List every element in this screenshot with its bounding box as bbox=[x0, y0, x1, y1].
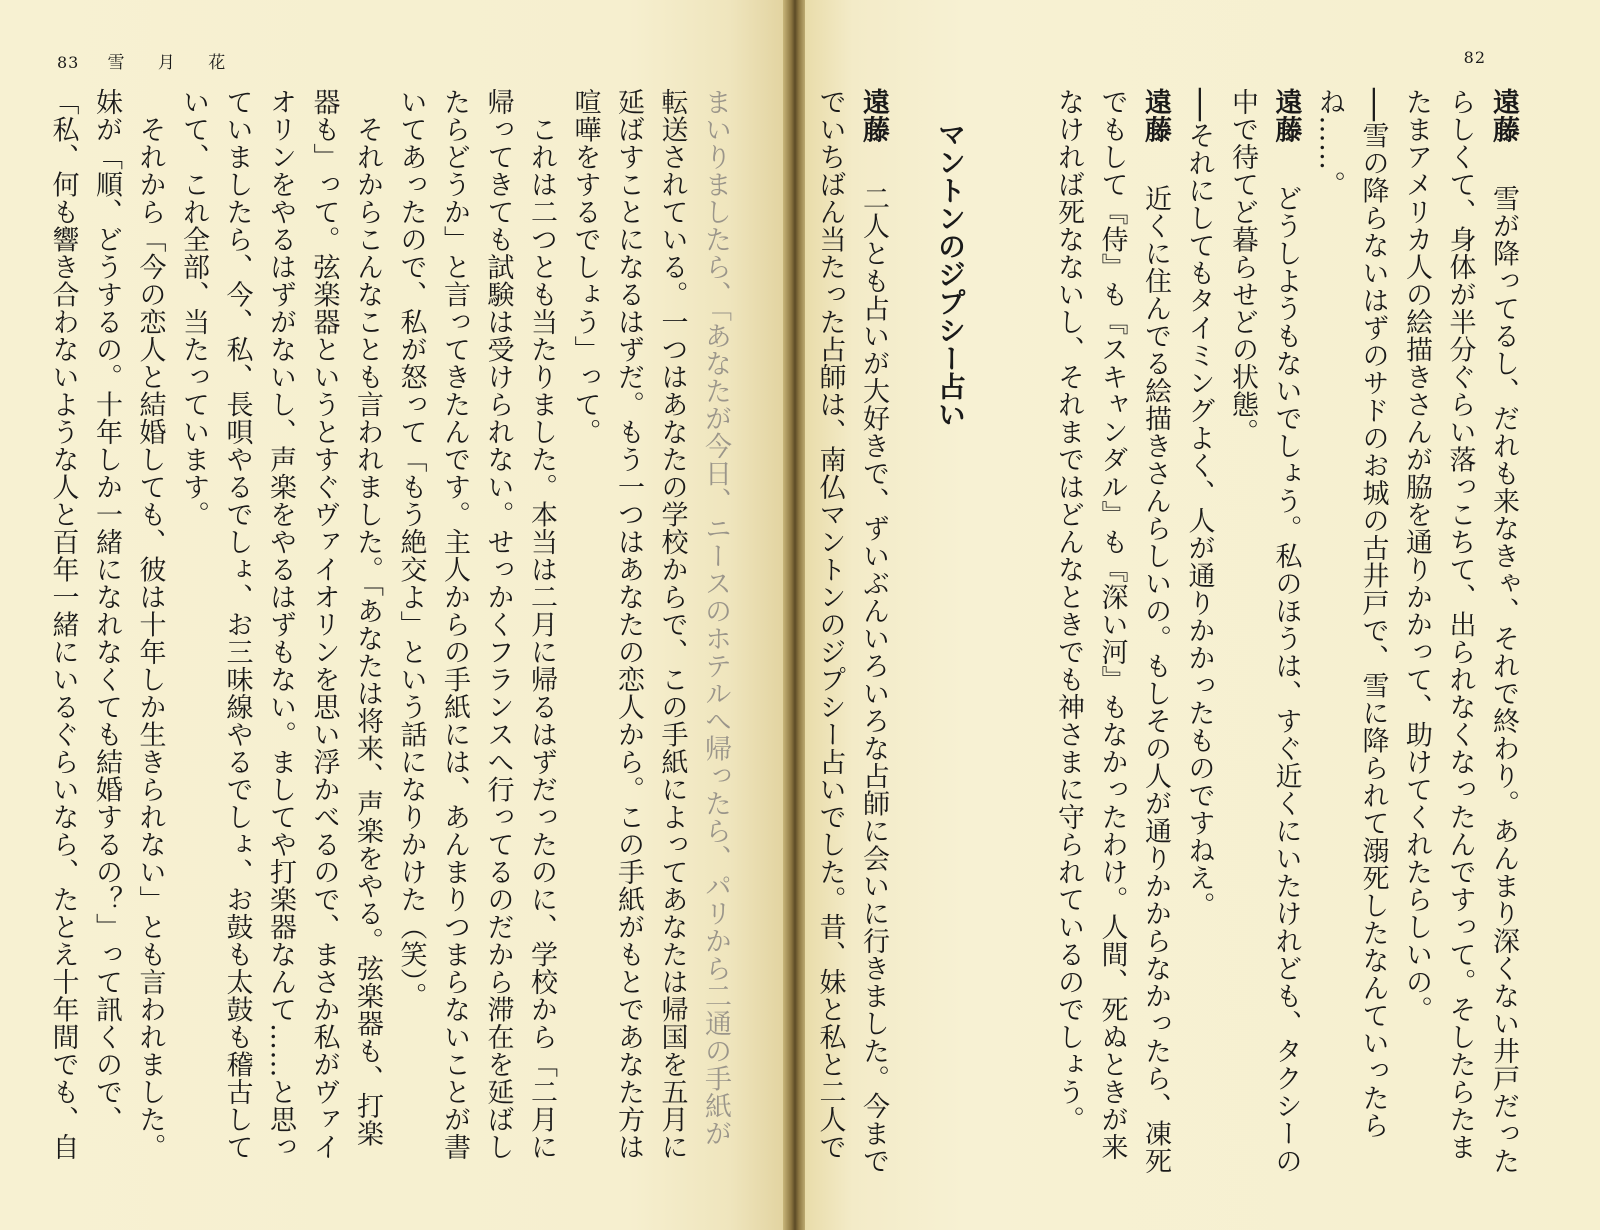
dialogue-line: 遠藤 雪が降ってるし、だれも来なきゃ、それで終わり。あんまり深くない井戸だった bbox=[1488, 88, 1519, 1175]
speaker-label: 遠藤 bbox=[1140, 88, 1171, 143]
text-line: これは二つとも当たりました。本当は二月に帰るはずだったのに、学校から「二月に bbox=[526, 88, 557, 1161]
text-line: いてあったので、私が怒って「もう絶交よ」という話になりかけた（笑）。 bbox=[395, 88, 427, 1010]
running-title: 雪 月 花 bbox=[107, 53, 240, 73]
right-page-body bbox=[1015, 88, 1525, 1175]
text-line: ね……。 bbox=[1314, 88, 1345, 198]
speaker-label: 遠藤 bbox=[858, 88, 889, 143]
text-line: それからこんなことも言われました。「あなたは将来、声楽をやる。弦楽器も、打楽 bbox=[352, 88, 383, 1147]
text-line: ていましたら、今、私、長唄やるでしょ、お三味線やるでしょ、お鼓も太鼓も稽古して bbox=[221, 88, 253, 1161]
text-line: まいりましたら、「あなたが今日、ニースのホテルへ帰ったら、パリから二通の手紙が bbox=[700, 88, 731, 1147]
text-line: たらどうか」と言ってきたんです。主人からの手紙には、あんまりつまらないことが書 bbox=[439, 88, 470, 1161]
text-line: いて、これ全部、当たっています。 bbox=[178, 88, 209, 528]
text-line: らしくて、身体が半分ぐらい落っこちて、出られなくなったんですって。そしたらたま bbox=[1444, 88, 1476, 1161]
left-page-folio bbox=[57, 48, 239, 73]
text-line: 喧嘩をするでしょう」って。 bbox=[569, 88, 601, 446]
text-line: 中で待てど暮らせどの状態。 bbox=[1227, 88, 1258, 446]
dialogue-line: 遠藤 二人とも占いが大好きで、ずいぶんいろいろな占師に会いに行きました。今まで bbox=[858, 88, 889, 1175]
text-line: それから「今の恋人と結婚しても、彼は十年しか生きられない」とも言われました。 bbox=[134, 88, 166, 1161]
text-line: たまアメリカ人の絵描きさんが脇を通りかかって、助けてくれたらしいの。 bbox=[1401, 88, 1432, 1023]
dialogue-line: 遠藤 近くに住んでる絵描きさんらしいの。もしその人が通りかからなかったら、凍死 bbox=[1140, 88, 1171, 1175]
text-line: 妹が「順、どうするの。十年しか一緒になれなくても結婚するの？」って訊くので、 bbox=[91, 88, 122, 1133]
text-line: ──雪の降らないはずのサドのお城の古井戸で、雪に降られて溺死したなんていったら bbox=[1357, 88, 1389, 1140]
text-line: 器も」って。弦楽器というとすぐヴァイオリンを思い浮かべるので、まさか私がヴァイ bbox=[308, 88, 340, 1161]
speaker-label: 遠藤 bbox=[1488, 88, 1519, 143]
right-page-number: 82 bbox=[1463, 48, 1486, 67]
book-gutter bbox=[783, 0, 807, 1230]
dialogue-line: 遠藤 どうしようもないでしょう。私のほうは、すぐ近くにいたけれども、タクシーの bbox=[1270, 88, 1302, 1175]
text-line: 転送されている。一つはあなたの学校からで、この手紙によってあなたは帰国を五月に bbox=[656, 88, 688, 1161]
speaker-label: 遠藤 bbox=[1270, 88, 1302, 143]
text-line: 帰ってきても試験は受けられない。せっかくフランスへ行ってるのだから滞在を延ばし bbox=[482, 88, 514, 1161]
section-heading: マントンのジプシー占い bbox=[934, 120, 967, 428]
text-line: でいちばん当たった占師は、南仏マントンのジプシー占いでした。昔、妹と私と二人で bbox=[814, 88, 846, 1161]
left-page-number: 83 bbox=[57, 53, 80, 72]
text-line: オリンをやるはずがないし、声楽をやるはずもない。ましてや打楽器なんて……と思っ bbox=[265, 88, 296, 1161]
text-line: 延ばすことになるはずだ。もう一つはあなたの恋人から。この手紙がもとであなた方は bbox=[613, 88, 644, 1161]
text-line: ──それにしてもタイミングよく、人が通りかかったものですねえ。 bbox=[1183, 88, 1215, 920]
right-page-body-after bbox=[814, 88, 895, 1175]
text-line: 「私、何も響き合わないような人と百年一緒にいるぐらいなら、たとえ十年間でも、自 bbox=[47, 88, 79, 1161]
text-line: でもして『侍』も『スキャンダル』も『深い河』もなかったわけ。人間、死ぬときが来 bbox=[1096, 88, 1128, 1161]
text-line: なければ死なないし、それまではどんなときでも神さまに守られているのでしょう。 bbox=[1053, 88, 1084, 1133]
left-page-body bbox=[47, 88, 737, 1168]
